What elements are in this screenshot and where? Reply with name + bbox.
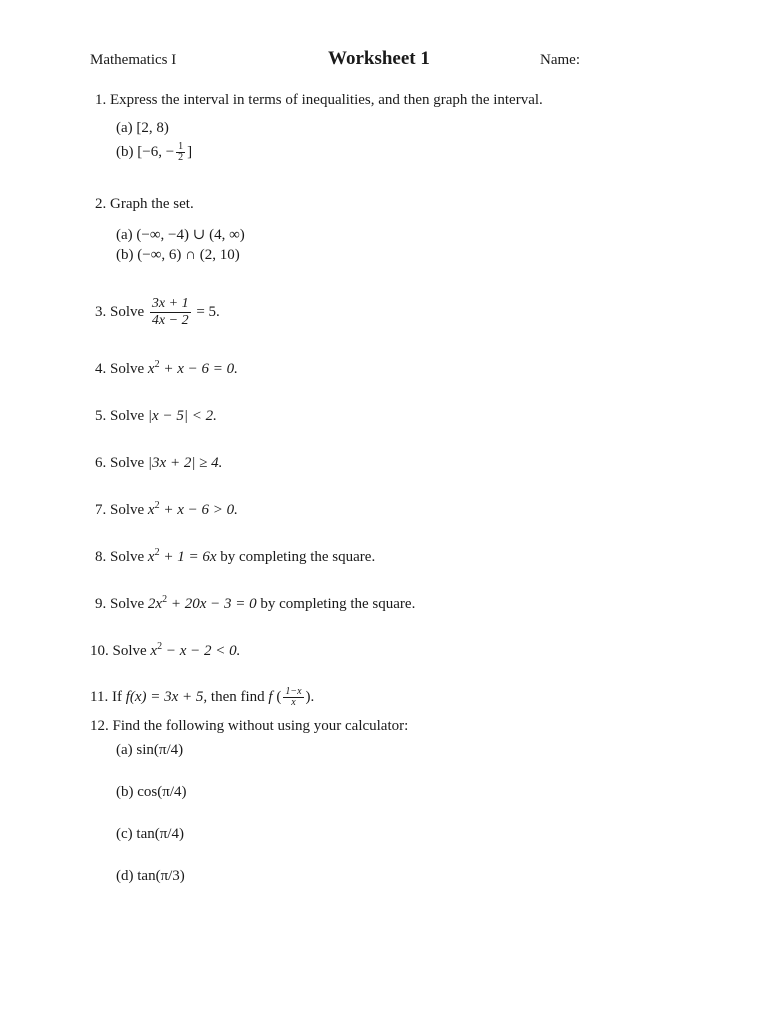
worksheet-title: Worksheet 1 bbox=[328, 48, 430, 69]
expression-rest: + 1 = 6x bbox=[163, 549, 217, 565]
course-name: Mathematics I bbox=[90, 52, 177, 68]
name-label: Name: bbox=[540, 52, 580, 68]
expression-rest: + 20x − 3 = 0 bbox=[170, 596, 257, 612]
expression-rest: + x − 6 = 0. bbox=[163, 361, 238, 377]
problem-2a bbox=[116, 225, 245, 244]
part-expression: tan(π/3) bbox=[137, 868, 185, 884]
problem-number: 12. bbox=[90, 718, 109, 734]
part-expression: tan(π/4) bbox=[136, 826, 184, 842]
problem-11: 11. If f(x) = 3x + 5, then find f ( $\frac{1-x}{x}$ ) . bbox=[90, 686, 315, 708]
problem-text: Solve bbox=[110, 502, 145, 518]
exponent: 2 bbox=[154, 547, 160, 558]
problem-7 bbox=[95, 502, 238, 519]
problem-10 bbox=[90, 643, 240, 660]
problem-text: Solve bbox=[110, 304, 145, 320]
part-label: (a) bbox=[116, 742, 133, 758]
part-label: (c) bbox=[116, 826, 133, 842]
problem-number: 6. bbox=[95, 455, 107, 471]
exponent: 2 bbox=[154, 500, 160, 511]
problem-1b bbox=[116, 142, 192, 163]
expression: x bbox=[147, 502, 155, 518]
fraction-denominator: 4x − 2 bbox=[151, 313, 189, 328]
expression: x bbox=[147, 361, 155, 377]
problem-number: 9. bbox=[95, 596, 107, 612]
problem-3 bbox=[95, 296, 220, 329]
expression: |3x + 2| ≥ 4. bbox=[147, 455, 223, 471]
fraction-numerator: 3x + 1 bbox=[151, 296, 189, 311]
part-expression: [2, 8) bbox=[136, 120, 169, 136]
equation-rhs: = 5. bbox=[196, 304, 220, 320]
problem-text: Solve bbox=[112, 643, 147, 659]
function-name: f bbox=[268, 689, 273, 705]
problem-text: Solve bbox=[110, 596, 145, 612]
problem-instruction: by completing the square. bbox=[220, 549, 376, 565]
problem-text: Solve bbox=[110, 549, 145, 565]
problem-text: Solve bbox=[110, 455, 145, 471]
problem-instruction: by completing the square. bbox=[260, 596, 416, 612]
fraction bbox=[176, 142, 185, 163]
problem-number: 7. bbox=[95, 502, 107, 518]
fraction bbox=[150, 296, 191, 329]
problem-text-mid: then find bbox=[210, 689, 265, 705]
problem-12d bbox=[116, 868, 185, 885]
fraction-denominator: 2 bbox=[178, 152, 184, 163]
part-label: (d) bbox=[116, 868, 134, 884]
problem-9 bbox=[95, 596, 415, 613]
problem-2 bbox=[95, 196, 194, 213]
problem-text: Find the following without using your calculator: bbox=[112, 718, 409, 734]
exponent: 2 bbox=[154, 359, 160, 370]
problem-12a bbox=[116, 742, 183, 759]
problem-4 bbox=[95, 361, 238, 378]
part-expression-open: [−6, − bbox=[137, 143, 175, 160]
part-label: (b) bbox=[116, 784, 134, 800]
problem-text: If bbox=[111, 689, 122, 705]
problem-number: 1. bbox=[95, 92, 107, 108]
fraction-numerator: 1 bbox=[178, 141, 184, 152]
problem-6 bbox=[95, 455, 222, 472]
part-label: (b) bbox=[116, 143, 134, 160]
problem-text: Express the interval in terms of inequalities, and then graph the interval. bbox=[110, 92, 543, 108]
fraction-numerator: 1−x bbox=[285, 686, 302, 697]
part-label: (b) bbox=[116, 247, 134, 263]
expression: x bbox=[150, 643, 158, 659]
problem-text: Solve bbox=[110, 361, 145, 377]
part-expression-close: ] bbox=[187, 143, 193, 160]
problem-number: 8. bbox=[95, 549, 107, 565]
problem-number: 5. bbox=[95, 408, 107, 424]
problem-8 bbox=[95, 549, 375, 566]
problem-12 bbox=[90, 718, 408, 735]
expression: |x − 5| < 2. bbox=[147, 408, 217, 424]
problem-number: 11. bbox=[90, 689, 109, 705]
fraction bbox=[283, 687, 303, 708]
part-label: (a) bbox=[116, 227, 133, 243]
problem-2b bbox=[116, 247, 240, 264]
expression-rest: + x − 6 > 0. bbox=[163, 502, 238, 518]
fraction-denominator: x bbox=[291, 697, 296, 708]
part-expression: (−∞, 6) ∩ (2, 10) bbox=[137, 247, 240, 263]
problem-5 bbox=[95, 408, 217, 425]
expression: 2x bbox=[147, 596, 163, 612]
problem-12b bbox=[116, 784, 186, 801]
exponent: 2 bbox=[157, 641, 163, 652]
exponent: 2 bbox=[162, 594, 168, 605]
part-label: (a) bbox=[116, 120, 133, 136]
part-expression: cos(π/4) bbox=[137, 784, 187, 800]
part-expression: sin(π/4) bbox=[136, 742, 184, 758]
problem-text: Graph the set. bbox=[110, 196, 194, 212]
expression: f(x) = 3x + 5, bbox=[125, 689, 208, 705]
problem-12c bbox=[116, 826, 184, 843]
problem-1a bbox=[116, 120, 169, 137]
part-expression: (−∞, −4) ∪ (4, ∞) bbox=[136, 227, 245, 243]
expression-rest: − x − 2 < 0. bbox=[165, 643, 241, 659]
problem-number: 3. bbox=[95, 304, 107, 320]
problem-text: Solve bbox=[110, 408, 145, 424]
problem-number: 4. bbox=[95, 361, 107, 377]
punctuation: . bbox=[310, 689, 315, 705]
problem-number: 10. bbox=[90, 643, 109, 659]
problem-1 bbox=[95, 92, 543, 109]
expression: x bbox=[147, 549, 155, 565]
problem-number: 2. bbox=[95, 196, 107, 212]
